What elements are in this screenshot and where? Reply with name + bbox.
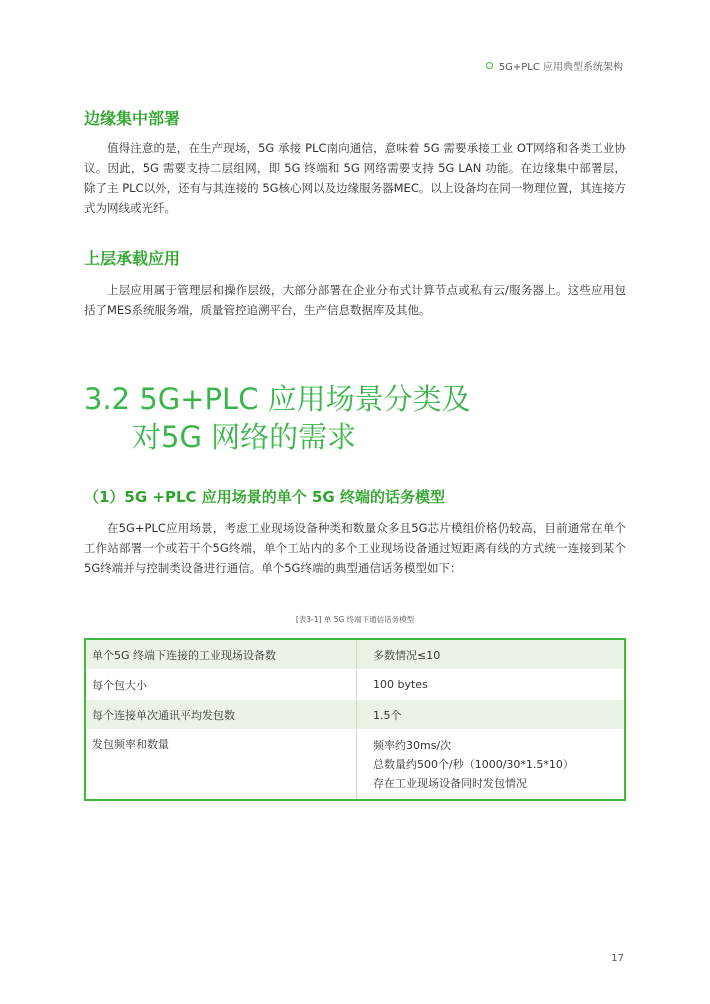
running-header xyxy=(486,58,623,73)
chapter-title-line1: 3.2 5G+PLC 应用场景分类及 xyxy=(84,382,471,416)
page-number: 17 xyxy=(611,953,624,964)
table-cell-key: 发包频率和数量 xyxy=(85,730,357,801)
table-row xyxy=(85,700,625,730)
table-cell-value: 多数情况≤10 xyxy=(357,639,626,670)
table-row xyxy=(85,639,625,670)
running-title: 5G+PLC 应用典型系统架构 xyxy=(498,62,623,73)
section-title-edge: 边缘集中部署 xyxy=(84,109,181,128)
section-paragraph-edge: 值得注意的是，在生产现场，5G 承接 PLC南向通信，意味着 5G 需要承接工业 OT网络和各类工业协议。因此，5G 需要支持二层组网，即 5G 终端和 5G 网络需要支持 5G LAN 功能。在边缘集中部署层，除了主 PLC以外，还有与其连接的 5G核心网以及边缘服务器MEC。以上设备均在同一物理位置，其连接方式为网线或光纤。 xyxy=(84,141,626,215)
table-cell-key: 每个包大小 xyxy=(85,670,357,700)
table-caption: [表3-1] 单 5G 终端下通信话务模型 xyxy=(295,615,415,624)
table-cell-line: 频率约30ms/次 xyxy=(373,739,452,752)
table-cell-line: 总数量约500个/秒（1000/30*1.5*10） xyxy=(373,758,574,771)
section-heading: （1）5G +PLC 应用场景的单个 5G 终端的话务模型 xyxy=(84,488,445,506)
table-cell-key: 每个连接单次通讯平均发包数 xyxy=(85,700,357,730)
table-row xyxy=(85,730,625,801)
table-row xyxy=(85,670,625,700)
intro-paragraph: 在5G+PLC应用场景，考虑工业现场设备种类和数量众多且5G芯片模组价格仍较高，目前通常在单个工作站部署一个或若干个5G终端，单个工站内的多个工业现场设备通过短距离有线的方式统一连接到某个5G终端并与控制类设备进行通信。单个5G终端的典型通信话务模型如下： xyxy=(84,521,626,575)
section-title-upper: 上层承载应用 xyxy=(84,249,181,268)
table-cell-value xyxy=(357,730,626,801)
table-cell-line: 存在工业现场设备同时发包情况 xyxy=(373,777,527,790)
section-paragraph-upper: 上层应用属于管理层和操作层级，大部分部署在企业分布式计算节点或私有云/服务器上。这些应用包括了MES系统服务端，质量管控追溯平台，生产信息数据库及其他。 xyxy=(84,283,626,317)
chapter-title xyxy=(84,380,471,456)
chapter-title-line2: 对5G 网络的需求 xyxy=(132,420,357,454)
traffic-model-table xyxy=(84,638,626,801)
table-cell-value: 100 bytes xyxy=(357,670,626,700)
table-cell-value: 1.5个 xyxy=(357,700,626,730)
circle-bullet-icon xyxy=(486,62,493,69)
table-cell-key: 单个5G 终端下连接的工业现场设备数 xyxy=(85,639,357,670)
